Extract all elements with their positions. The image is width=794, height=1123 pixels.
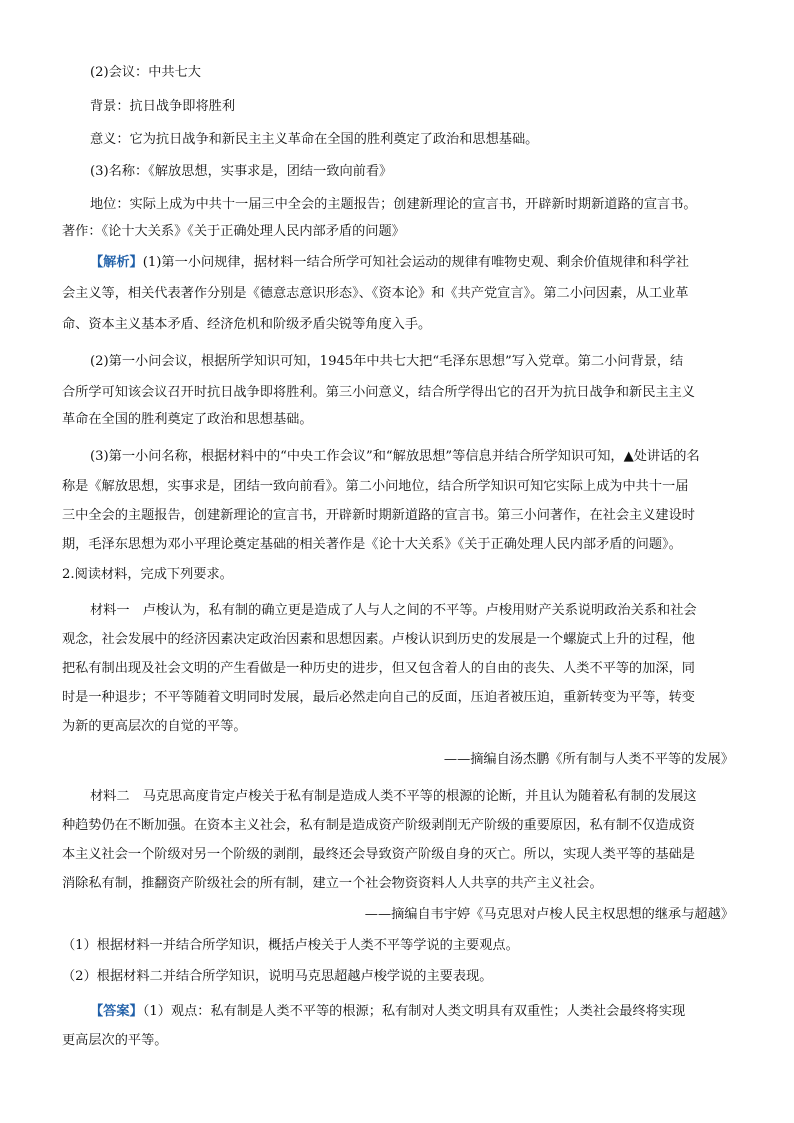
- analysis-tag: 【解析】: [90, 255, 143, 270]
- material-1-line4: 时是一种退步；不平等随着文明同时发展，最后必然走向自己的反面，压迫者被压迫，重新转变为平等，转变: [62, 690, 695, 705]
- material-1-line5: 为新的更高层次的自觉的平等。: [62, 719, 247, 734]
- background-line: 背景：抗日战争即将胜利: [90, 99, 236, 114]
- analysis-p3-line4: 期，毛泽东思想为邓小平理论奠定基础的相关著作是《论十大关系》《关于正确处理人民内部矛盾的问题》。: [62, 537, 682, 552]
- material-1-source: ——摘编自汤杰鹏《所有制与人类不平等的发展》: [443, 752, 734, 767]
- works-line: 著作：《论十大关系》《关于正确处理人民内部矛盾的问题》: [62, 224, 405, 239]
- sub-question-1: （1）根据材料一并结合所学知识，概括卢梭关于人类不平等学说的主要观点。: [62, 938, 519, 953]
- material-1-line1: 材料一 卢梭认为，私有制的确立更是造成了人与人之间的不平等。卢梭用财产关系说明政治关系和社会: [90, 603, 697, 618]
- material-1-line2: 观念，社会发展中的经济因素决定政治因素和思想因素。卢梭认识到历史的发展是一个螺旋式上升的过程，他: [62, 632, 695, 647]
- analysis-p2-line3: 革命在全国的胜利奠定了政治和思想基础。: [62, 412, 313, 427]
- analysis-p2-line1: (2)第一小问会议，根据所学知识可知，1945年中共七大把“毛泽东思想”写入党章。第二小问背景，结: [90, 354, 684, 369]
- material-2-line3: 本主义社会一个阶级对另一个阶级的剥削，最终还会导致资产阶级自身的灭亡。所以，实现人类平等的基础是: [62, 847, 695, 862]
- answer-tag: 【答案】: [90, 1004, 143, 1019]
- name-line: (3)名称：《解放思想，实事求是，团结一致向前看》: [90, 164, 393, 179]
- status-line: 地位：实际上成为中共十一届三中全会的主题报告；创建新理论的宣言书，开辟新时期新道路的宣言书。: [90, 197, 697, 212]
- analysis-p1-line1: 【解析】(1)第一小问规律，据材料一结合所学可知社会运动的规律有唯物史观、剩余价值规律和科学社: [90, 255, 689, 270]
- material-2-line1: 材料二 马克思高度肯定卢梭关于私有制是造成人类不平等的根源的论断，并且认为随着私有制的发展这: [90, 789, 697, 804]
- analysis-p3-line2: 称是《解放思想，实事求是，团结一致向前看》。第二小问地位，结合所学知识可知它实际上成为中共十一届: [62, 479, 689, 494]
- material-2-line2: 种趋势仍在不断加强。在资本主义社会，私有制是造成资产阶级剥削无产阶级的重要原因，私有制不仅造成资: [62, 818, 695, 833]
- significance-line: 意义：它为抗日战争和新民主主义革命在全国的胜利奠定了政治和思想基础。: [90, 132, 539, 147]
- analysis-p1-line3: 命、资本主义基本矛盾、经济危机和阶级矛盾尖锐等角度入手。: [62, 317, 432, 332]
- material-2-source: ——摘编自韦宇婷《马克思对卢梭人民主权思想的继承与超越》: [364, 907, 734, 922]
- analysis-p2-line2: 合所学可知该会议召开时抗日战争即将胜利。第三小问意义，结合所学得出它的召开为抗日战争和新民主主义: [62, 385, 695, 400]
- analysis-p3-line1: (3)第一小问名称，根据材料中的“中央工作会议”和“解放思想”等信息并结合所学知识可知，▲处讲话的名: [90, 449, 700, 464]
- meeting-line: (2)会议：中共七大: [90, 65, 201, 80]
- answer-line1: 【答案】（1）观点：私有制是人类不平等的根源；私有制对人类文明具有双重性；人类社会最终将实现: [90, 1004, 686, 1019]
- material-2-line4: 消除私有制，推翻资产阶级社会的所有制，建立一个社会物资资料人人共享的共产主义社会。: [62, 876, 603, 891]
- material-1-line3: 把私有制出现及社会文明的产生看做是一种历史的进步，但又包含着人的自由的丧失、人类不平等的加深，同: [62, 661, 695, 676]
- analysis-p3-line3: 三中全会的主题报告，创建新理论的宣言书，开辟新时期新道路的宣言书。第三小问著作，在社会主义建设时: [62, 508, 695, 523]
- question-2-heading: 2.阅读材料，完成下列要求。: [62, 567, 233, 582]
- answer-line2: 更高层次的平等。: [62, 1033, 168, 1048]
- analysis-p1-line2: 会主义等，相关代表著作分别是《德意志意识形态》、《资本论》和《共产党宣言》。第二小问因素，从工业革: [62, 286, 689, 301]
- sub-question-2: （2）根据材料二并结合所学知识，说明马克思超越卢梭学说的主要表现。: [62, 969, 493, 984]
